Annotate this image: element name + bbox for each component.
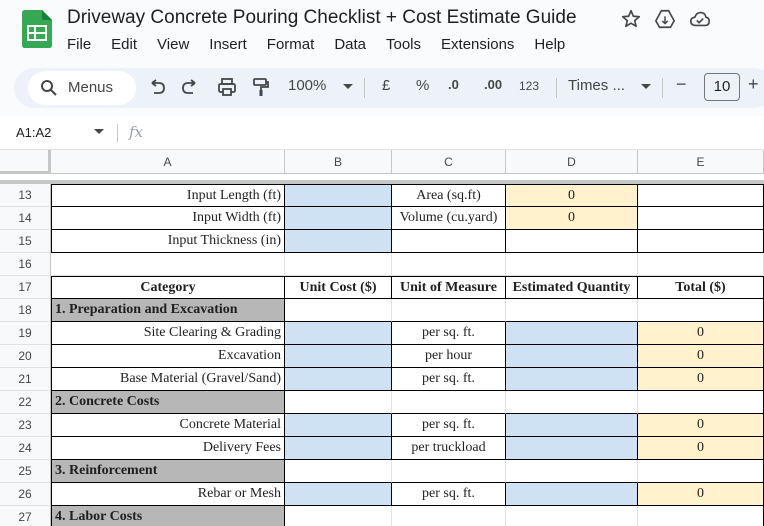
row-header-18[interactable]: 18: [0, 299, 51, 322]
spreadsheet-grid: [0, 150, 764, 526]
cell-e13[interactable]: [638, 184, 764, 207]
cell-e15[interactable]: [638, 230, 764, 253]
undo-button[interactable]: [148, 77, 166, 97]
cell-e23[interactable]: [638, 414, 764, 437]
cell-e26[interactable]: [638, 483, 764, 506]
paint-format-button[interactable]: [252, 77, 270, 97]
column-header-c[interactable]: C: [392, 150, 506, 174]
menus-label: Menus: [68, 79, 114, 96]
cell-d18[interactable]: [506, 299, 638, 322]
cell-value: 2. Concrete Costs: [55, 394, 160, 409]
cell-a18[interactable]: [51, 299, 285, 322]
cell-c20[interactable]: [392, 345, 506, 368]
cell-e20[interactable]: [638, 345, 764, 368]
cell-d20[interactable]: [506, 345, 638, 368]
cell-d26[interactable]: [506, 483, 638, 506]
cell-value: 0: [697, 486, 704, 501]
cell-a20[interactable]: [51, 345, 285, 368]
redo-button[interactable]: [181, 77, 199, 97]
sheets-logo-icon[interactable]: [22, 10, 52, 48]
menu-data[interactable]: Data: [334, 36, 366, 53]
cell-b21[interactable]: [285, 368, 392, 391]
cell-b22[interactable]: [285, 391, 392, 414]
cell-d13[interactable]: [506, 184, 638, 207]
cell-d22[interactable]: [506, 391, 638, 414]
move-to-drive-icon[interactable]: [654, 8, 676, 30]
menu-insert[interactable]: Insert: [209, 36, 247, 53]
cell-value: 0: [697, 417, 704, 432]
cell-value: Site Clearing & Grading: [143, 325, 281, 340]
cell-value: per sq. ft.: [422, 371, 475, 386]
column-header-e[interactable]: E: [638, 150, 764, 174]
cell-value: 0: [568, 210, 575, 225]
cell-value: 0: [697, 371, 704, 386]
cell-c14[interactable]: [392, 207, 506, 230]
row-header-20[interactable]: 20: [0, 345, 51, 368]
cell-value: Area (sq.ft): [416, 187, 481, 203]
cell-value: Unit Cost ($): [299, 279, 377, 295]
menu-tools[interactable]: Tools: [386, 36, 422, 53]
row-header-24[interactable]: 24: [0, 437, 51, 460]
font-family-select[interactable]: [568, 77, 651, 94]
cell-b27[interactable]: [285, 506, 392, 526]
cell-b26[interactable]: [285, 483, 392, 506]
cell-value: 0: [697, 440, 704, 455]
decrease-decimal-button[interactable]: [448, 77, 459, 92]
cell-d14[interactable]: [506, 207, 638, 230]
cell-c17[interactable]: [392, 276, 506, 299]
cell-c19[interactable]: [392, 322, 506, 345]
cell-value: Total ($): [675, 279, 726, 295]
cell-d21[interactable]: [506, 368, 638, 391]
cell-e27[interactable]: [638, 506, 764, 526]
cell-value: Unit of Measure: [400, 279, 497, 295]
cell-value: Delivery Fees: [202, 440, 281, 455]
cell-c18[interactable]: [392, 299, 506, 322]
star-icon[interactable]: [620, 8, 642, 30]
cell-b23[interactable]: [285, 414, 392, 437]
undo-icon: [148, 77, 166, 97]
cell-value: Estimated Quantity: [512, 279, 631, 295]
cell-value: Excavation: [218, 348, 281, 363]
menu-help[interactable]: Help: [534, 36, 566, 53]
chevron-down-icon[interactable]: [94, 129, 104, 134]
select-all-corner[interactable]: [0, 150, 51, 174]
cell-a16[interactable]: [51, 253, 285, 276]
cell-e18[interactable]: [638, 299, 764, 322]
cell-b17[interactable]: [285, 276, 392, 299]
row-header-13[interactable]: 13: [0, 184, 51, 207]
font-family-value: Times ...: [568, 77, 625, 94]
cell-c23[interactable]: [392, 414, 506, 437]
cell-a24[interactable]: [51, 437, 285, 460]
toolbar: [14, 68, 764, 108]
cell-e21[interactable]: [638, 368, 764, 391]
fx-icon: fx: [129, 123, 144, 141]
cell-d19[interactable]: [506, 322, 638, 345]
zoom-value: 100%: [288, 77, 327, 94]
cell-a25[interactable]: [51, 460, 285, 483]
cell-value: 0: [697, 325, 704, 340]
cell-e22[interactable]: [638, 391, 764, 414]
cell-a23[interactable]: [51, 414, 285, 437]
cell-b18[interactable]: [285, 299, 392, 322]
cell-b24[interactable]: [285, 437, 392, 460]
cell-c27[interactable]: [392, 506, 506, 526]
increase-decimal-button[interactable]: [484, 77, 502, 92]
search-menus-button[interactable]: [28, 71, 136, 105]
menu-view[interactable]: View: [157, 36, 190, 53]
row-header-14[interactable]: 14: [0, 207, 51, 230]
cell-value: per sq. ft.: [422, 486, 475, 501]
cell-b15[interactable]: [285, 230, 392, 253]
print-icon: [217, 77, 237, 97]
column-header-d[interactable]: D: [506, 150, 638, 174]
row-header-25[interactable]: 25: [0, 460, 51, 483]
cell-d17[interactable]: [506, 276, 638, 299]
cell-c15[interactable]: [392, 230, 506, 253]
row-header-17[interactable]: 17: [0, 276, 51, 299]
cell-value: Category: [140, 279, 196, 295]
cell-b19[interactable]: [285, 322, 392, 345]
redo-icon: [181, 77, 199, 97]
cell-a27[interactable]: [51, 506, 285, 526]
cell-c26[interactable]: [392, 483, 506, 506]
decrease-decimal-label: .0: [448, 77, 459, 92]
cell-e16[interactable]: [638, 253, 764, 276]
cell-d25[interactable]: [506, 460, 638, 483]
menu-extensions[interactable]: Extensions: [441, 36, 515, 53]
cell-value: 0: [697, 348, 704, 363]
cell-value: Input Length (ft): [186, 187, 281, 203]
cell-c13[interactable]: [392, 184, 506, 207]
cell-value: Input Thickness (in): [167, 233, 281, 248]
cell-b13[interactable]: [285, 184, 392, 207]
font-size-input[interactable]: 10: [704, 73, 740, 101]
cell-b16[interactable]: [285, 253, 392, 276]
cell-d15[interactable]: [506, 230, 638, 253]
menu-bar: [57, 35, 575, 55]
cell-value: Concrete Material: [179, 417, 281, 432]
cell-value: per sq. ft.: [422, 417, 475, 432]
decrease-font-size-button[interactable]: −: [676, 74, 687, 94]
row-header-19[interactable]: 19: [0, 322, 51, 345]
cell-value: per hour: [424, 348, 473, 363]
cell-d16[interactable]: [506, 253, 638, 276]
menu-edit[interactable]: Edit: [111, 36, 138, 53]
cell-d24[interactable]: [506, 437, 638, 460]
cell-value: per truckload: [411, 440, 486, 455]
row-header-23[interactable]: 23: [0, 414, 51, 437]
cell-a17[interactable]: [51, 276, 285, 299]
cell-e19[interactable]: [638, 322, 764, 345]
cell-c16[interactable]: [392, 253, 506, 276]
cell-e17[interactable]: [638, 276, 764, 299]
name-box[interactable]: A1:A2: [16, 125, 52, 140]
column-header-b[interactable]: B: [285, 150, 392, 174]
cell-c24[interactable]: [392, 437, 506, 460]
cell-value: Input Width (ft): [192, 210, 281, 225]
paint-format-icon: [252, 77, 270, 97]
cell-value: 0: [568, 187, 575, 203]
formula-bar: [0, 116, 764, 150]
number-format-button[interactable]: 123: [519, 79, 540, 93]
currency-format-button[interactable]: £: [382, 77, 391, 94]
print-button[interactable]: [217, 77, 237, 97]
cell-value: Base Material (Gravel/Sand): [120, 371, 281, 386]
cell-a19[interactable]: [51, 322, 285, 345]
cell-e25[interactable]: [638, 460, 764, 483]
row-header-15[interactable]: 15: [0, 230, 51, 253]
cell-e24[interactable]: [638, 437, 764, 460]
chevron-down-icon: [343, 84, 353, 89]
cell-a26[interactable]: [51, 483, 285, 506]
cell-value: 4. Labor Costs: [55, 509, 143, 524]
cell-d23[interactable]: [506, 414, 638, 437]
cell-value: 1. Preparation and Excavation: [55, 302, 238, 317]
row-header-21[interactable]: 21: [0, 368, 51, 391]
cell-b14[interactable]: [285, 207, 392, 230]
search-icon: [40, 79, 58, 97]
cell-d27[interactable]: [506, 506, 638, 526]
percent-format-button[interactable]: %: [416, 77, 430, 94]
row-header-22[interactable]: 22: [0, 391, 51, 414]
row-header-26[interactable]: 26: [0, 483, 51, 506]
chevron-down-icon: [641, 84, 651, 89]
cell-a14[interactable]: [51, 207, 285, 230]
cell-a15[interactable]: [51, 230, 285, 253]
cell-b20[interactable]: [285, 345, 392, 368]
cell-value: 3. Reinforcement: [55, 463, 158, 478]
cell-c22[interactable]: [392, 391, 506, 414]
cell-a22[interactable]: [51, 391, 285, 414]
column-header-a[interactable]: A: [51, 150, 285, 174]
cell-b25[interactable]: [285, 460, 392, 483]
cell-e14[interactable]: [638, 207, 764, 230]
document-title[interactable]: Driveway Concrete Pouring Checklist + Cost Estimate Guide: [67, 7, 577, 28]
cell-c25[interactable]: [392, 460, 506, 483]
row-header-16[interactable]: 16: [0, 253, 51, 276]
menu-format[interactable]: Format: [266, 36, 315, 53]
row-header-27[interactable]: 27: [0, 506, 51, 526]
cell-value: Rebar or Mesh: [197, 486, 281, 501]
menu-file[interactable]: File: [67, 36, 92, 53]
zoom-select[interactable]: [288, 77, 353, 94]
increase-font-size-button[interactable]: +: [748, 74, 759, 94]
increase-decimal-label: .00: [484, 77, 503, 92]
cell-a21[interactable]: [51, 368, 285, 391]
cell-value: per sq. ft.: [422, 325, 475, 340]
cell-value: Volume (cu.yard): [399, 210, 498, 225]
cloud-saved-icon[interactable]: [689, 8, 711, 30]
cell-a13[interactable]: [51, 184, 285, 207]
cell-c21[interactable]: [392, 368, 506, 391]
